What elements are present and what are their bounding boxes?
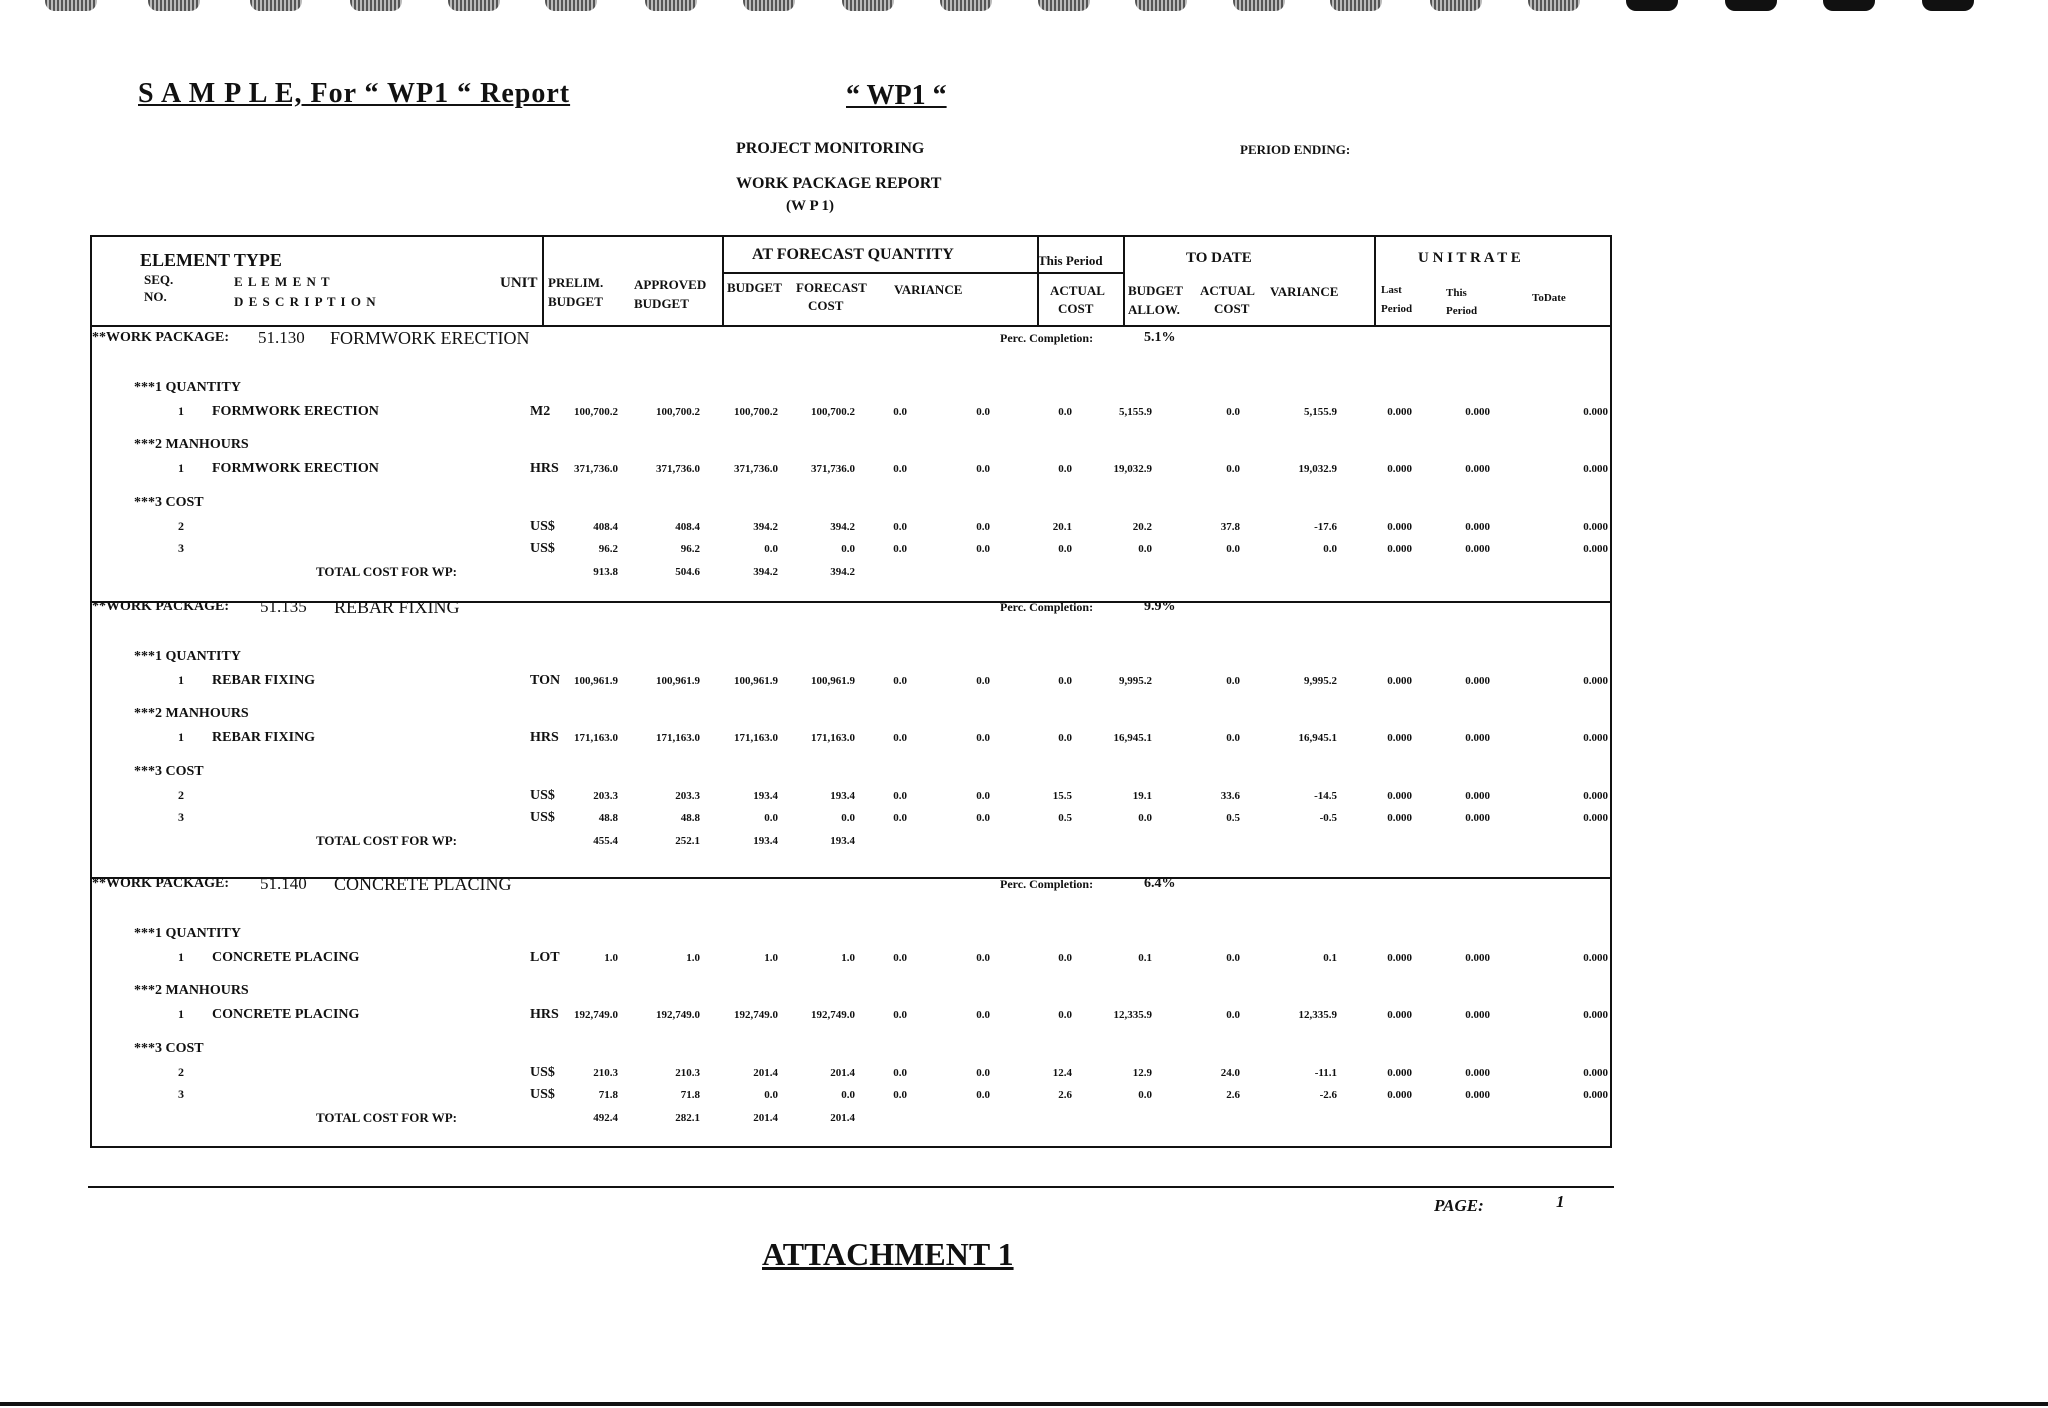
- binding-ring: [148, 0, 200, 11]
- table-cell: 192,749.0: [734, 1009, 778, 1021]
- total-cost-label: TOTAL COST FOR WP:: [316, 1110, 457, 1125]
- table-cell: 0.0: [764, 1089, 778, 1101]
- table-cell: 193.4: [753, 790, 778, 802]
- work-package-code: 51.130: [258, 328, 305, 347]
- binding-ring: [842, 0, 894, 11]
- table-cell: 2.6: [1226, 1089, 1240, 1101]
- row-unit: HRS: [530, 461, 559, 476]
- table-cell: 171,163.0: [811, 732, 855, 744]
- table-cell: 0.0: [1226, 732, 1240, 744]
- table-cell: 408.4: [593, 521, 618, 533]
- total-cost-cell: 492.4: [593, 1112, 618, 1124]
- table-cell: 1.0: [764, 952, 778, 964]
- table-cell: 12.9: [1132, 1067, 1152, 1079]
- binding-ring: [1430, 0, 1482, 11]
- col-approved-budget: BUDGET: [634, 296, 689, 311]
- wp-title: “ WP1 “: [846, 80, 947, 111]
- table-cell: 19.1: [1132, 790, 1152, 802]
- col-cost-todate: COST: [1214, 301, 1250, 316]
- binding-ring: [448, 0, 500, 11]
- table-cell: 0.000: [1387, 675, 1412, 687]
- work-package-code: 51.135: [260, 597, 307, 616]
- table-cell: 100,961.9: [574, 675, 618, 687]
- table-cell: 0.0: [976, 1067, 990, 1079]
- table-cell: 1.0: [604, 952, 618, 964]
- table-cell: 20.2: [1132, 521, 1152, 533]
- column-divider: [1123, 235, 1125, 327]
- table-cell: 1.0: [841, 952, 855, 964]
- col-todate-rate: ToDate: [1532, 292, 1566, 304]
- binding-ring: [250, 0, 302, 11]
- table-cell: 0.0: [1058, 675, 1072, 687]
- table-cell: 19,032.9: [1113, 463, 1152, 475]
- table-cell: 71.8: [680, 1089, 700, 1101]
- table-cell: 0.0: [893, 790, 907, 802]
- element-group-title: ***3 COST: [134, 495, 204, 510]
- table-cell: 0.000: [1387, 1067, 1412, 1079]
- sample-title: S A M P L E, For “ WP1 “ Report: [138, 78, 571, 109]
- table-cell: -2.6: [1319, 1089, 1337, 1101]
- this-period-underline: [1037, 272, 1123, 274]
- table-cell: 0.1: [1323, 952, 1337, 964]
- table-cell: 0.0: [1226, 543, 1240, 555]
- table-cell: 100,700.2: [811, 406, 855, 418]
- table-cell: 201.4: [830, 1067, 855, 1079]
- table-cell: 100,961.9: [734, 675, 778, 687]
- table-cell: 0.0: [893, 543, 907, 555]
- table-cell: 371,736.0: [656, 463, 700, 475]
- table-cell: 0.000: [1465, 521, 1490, 533]
- table-cell: 192,749.0: [811, 1009, 855, 1021]
- total-cost-label: TOTAL COST FOR WP:: [316, 833, 457, 848]
- table-cell: 0.000: [1465, 1067, 1490, 1079]
- work-package-code: 51.140: [260, 874, 307, 893]
- table-cell: 0.5: [1226, 812, 1240, 824]
- element-group-title: ***1 QUANTITY: [134, 926, 241, 941]
- binding-ring: [940, 0, 992, 11]
- table-cell: 0.0: [976, 521, 990, 533]
- work-package-name: CONCRETE PLACING: [334, 874, 512, 894]
- table-cell: 0.000: [1583, 732, 1608, 744]
- table-cell: 0.000: [1387, 1009, 1412, 1021]
- col-element: E L E M E N T: [234, 274, 331, 289]
- table-cell: 0.0: [1058, 463, 1072, 475]
- column-divider: [722, 235, 724, 327]
- package-separator: [90, 601, 1612, 603]
- period-ending-label: PERIOD ENDING:: [1240, 142, 1351, 157]
- table-cell: 0.000: [1583, 1067, 1608, 1079]
- col-unit-rate: U N I T R A T E: [1418, 250, 1521, 266]
- table-cell: 394.2: [830, 521, 855, 533]
- column-divider: [1037, 235, 1039, 327]
- col-prelim-budget: BUDGET: [548, 294, 603, 309]
- table-cell: 0.0: [1323, 543, 1337, 555]
- row-seq: 1: [178, 404, 184, 418]
- table-cell: 0.0: [976, 543, 990, 555]
- table-cell: 0.0: [1138, 812, 1152, 824]
- table-cell: 0.0: [976, 790, 990, 802]
- binding-ring: [1233, 0, 1285, 11]
- row-seq: 3: [178, 541, 184, 555]
- table-cell: 210.3: [675, 1067, 700, 1079]
- table-cell: 0.0: [893, 812, 907, 824]
- row-seq: 1: [178, 461, 184, 475]
- col-seq: SEQ.: [144, 272, 174, 287]
- work-package-label: **WORK PACKAGE:: [92, 876, 230, 891]
- table-cell: 0.0: [1226, 1009, 1240, 1021]
- row-seq: 1: [178, 1007, 184, 1021]
- table-cell: 408.4: [675, 521, 700, 533]
- row-seq: 1: [178, 730, 184, 744]
- row-unit: LOT: [530, 950, 560, 965]
- table-cell: 203.3: [593, 790, 618, 802]
- table-cell: 0.000: [1387, 952, 1412, 964]
- row-unit: HRS: [530, 1007, 559, 1022]
- table-cell: 20.1: [1052, 521, 1072, 533]
- table-cell: 0.000: [1583, 521, 1608, 533]
- table-cell: 0.0: [1138, 543, 1152, 555]
- table-cell: 0.0: [1226, 406, 1240, 418]
- row-description: FORMWORK ERECTION: [212, 404, 379, 419]
- table-cell: 0.000: [1387, 732, 1412, 744]
- table-cell: 15.5: [1052, 790, 1072, 802]
- row-unit: US$: [530, 519, 555, 534]
- table-cell: 0.000: [1387, 406, 1412, 418]
- binding-ring: [1626, 0, 1678, 11]
- total-cost-cell: 913.8: [593, 566, 618, 578]
- total-cost-cell: 394.2: [753, 566, 778, 578]
- page-number: 1: [1556, 1192, 1565, 1211]
- total-cost-cell: 201.4: [830, 1112, 855, 1124]
- row-seq: 3: [178, 1087, 184, 1101]
- table-cell: 0.0: [976, 1089, 990, 1101]
- row-description: REBAR FIXING: [212, 673, 316, 688]
- table-cell: 0.000: [1387, 521, 1412, 533]
- table-cell: 9,995.2: [1119, 675, 1152, 687]
- col-last: Last: [1381, 284, 1402, 296]
- table-cell: 37.8: [1220, 521, 1240, 533]
- col-forecast: FORECAST: [796, 280, 867, 295]
- total-cost-cell: 455.4: [593, 835, 618, 847]
- col-this-period: This Period: [1038, 253, 1103, 268]
- table-cell: 0.0: [841, 1089, 855, 1101]
- element-group-title: ***1 QUANTITY: [134, 649, 241, 664]
- completion-value: 6.4%: [1144, 876, 1176, 891]
- table-cell: 0.000: [1387, 812, 1412, 824]
- element-group-title: ***2 MANHOURS: [134, 706, 249, 721]
- scan-edge: [0, 1402, 2048, 1406]
- report-name: WORK PACKAGE REPORT: [736, 175, 942, 192]
- work-package-label: **WORK PACKAGE:: [92, 330, 230, 345]
- table-cell: 100,961.9: [811, 675, 855, 687]
- table-cell: 0.0: [976, 732, 990, 744]
- table-cell: 0.000: [1583, 1009, 1608, 1021]
- col-forecast-cost: COST: [808, 298, 844, 313]
- table-cell: 0.000: [1465, 812, 1490, 824]
- table-cell: 192,749.0: [656, 1009, 700, 1021]
- table-cell: -11.1: [1314, 1067, 1337, 1079]
- table-cell: 96.2: [598, 543, 618, 555]
- table-cell: 0.0: [976, 952, 990, 964]
- project-monitoring-label: PROJECT MONITORING: [736, 140, 925, 157]
- row-unit: US$: [530, 541, 555, 556]
- element-group-title: ***3 COST: [134, 764, 204, 779]
- table-cell: 0.0: [764, 543, 778, 555]
- table-cell: -17.6: [1314, 521, 1337, 533]
- table-cell: 1.0: [686, 952, 700, 964]
- table-cell: 0.0: [1058, 543, 1072, 555]
- table-cell: 0.0: [841, 812, 855, 824]
- binding-ring: [1725, 0, 1777, 11]
- table-cell: 12.4: [1052, 1067, 1072, 1079]
- package-separator: [90, 877, 1612, 879]
- col-prelim: PRELIM.: [548, 275, 604, 290]
- row-seq: 2: [178, 519, 184, 533]
- table-cell: 0.1: [1138, 952, 1152, 964]
- table-cell: 0.000: [1465, 952, 1490, 964]
- completion-value: 5.1%: [1144, 330, 1176, 345]
- total-cost-cell: 193.4: [753, 835, 778, 847]
- table-cell: 0.000: [1583, 812, 1608, 824]
- binding-ring: [45, 0, 97, 11]
- table-cell: 48.8: [680, 812, 700, 824]
- table-cell: 0.000: [1387, 463, 1412, 475]
- col-approved: APPROVED: [634, 277, 707, 292]
- element-group-title: ***2 MANHOURS: [134, 983, 249, 998]
- table-cell: 0.000: [1465, 543, 1490, 555]
- table-cell: 0.000: [1583, 952, 1608, 964]
- table-cell: 203.3: [675, 790, 700, 802]
- table-cell: 0.0: [1058, 406, 1072, 418]
- table-cell: 0.000: [1583, 790, 1608, 802]
- table-cell: 0.000: [1465, 1009, 1490, 1021]
- table-cell: 0.0: [1226, 675, 1240, 687]
- table-cell: 0.0: [893, 406, 907, 418]
- table-cell: 201.4: [753, 1067, 778, 1079]
- table-cell: 371,736.0: [811, 463, 855, 475]
- binding-ring: [1135, 0, 1187, 11]
- footer-rule: [88, 1186, 1614, 1188]
- row-unit: HRS: [530, 730, 559, 745]
- table-cell: 96.2: [680, 543, 700, 555]
- row-unit: US$: [530, 1087, 555, 1102]
- col-budget-allow: BUDGET: [1128, 283, 1183, 298]
- table-cell: 48.8: [598, 812, 618, 824]
- binding-ring: [1038, 0, 1090, 11]
- table-cell: 0.0: [1058, 952, 1072, 964]
- table-cell: 24.0: [1220, 1067, 1240, 1079]
- col-element-type: ELEMENT TYPE: [140, 250, 282, 270]
- table-cell: 0.5: [1058, 812, 1072, 824]
- table-cell: -0.5: [1319, 812, 1337, 824]
- table-cell: 33.6: [1220, 790, 1240, 802]
- table-cell: 100,700.2: [574, 406, 618, 418]
- row-unit: US$: [530, 1065, 555, 1080]
- row-seq: 1: [178, 673, 184, 687]
- column-divider: [542, 235, 544, 327]
- table-cell: 171,163.0: [656, 732, 700, 744]
- table-cell: 0.0: [893, 1067, 907, 1079]
- table-cell: 371,736.0: [574, 463, 618, 475]
- table-cell: 0.000: [1387, 790, 1412, 802]
- table-cell: 0.000: [1583, 1089, 1608, 1101]
- work-package-label: **WORK PACKAGE:: [92, 599, 230, 614]
- col-last-period: Period: [1381, 303, 1413, 315]
- table-cell: 100,700.2: [734, 406, 778, 418]
- work-package-name: REBAR FIXING: [334, 597, 460, 617]
- table-cell: 0.0: [841, 543, 855, 555]
- row-seq: 3: [178, 810, 184, 824]
- row-seq: 1: [178, 950, 184, 964]
- col-actual-todate: ACTUAL: [1200, 283, 1255, 298]
- row-description: REBAR FIXING: [212, 730, 316, 745]
- row-unit: US$: [530, 810, 555, 825]
- table-cell: 0.0: [1058, 732, 1072, 744]
- table-cell: 0.0: [893, 463, 907, 475]
- table-cell: 100,700.2: [656, 406, 700, 418]
- attachment-title: ATTACHMENT 1: [762, 1236, 1014, 1272]
- col-this-period-rate: Period: [1446, 305, 1478, 317]
- table-cell: 371,736.0: [734, 463, 778, 475]
- col-allow: ALLOW.: [1128, 302, 1180, 317]
- table-cell: 0.000: [1583, 406, 1608, 418]
- col-variance-todate: VARIANCE: [1270, 284, 1339, 299]
- table-cell: 16,945.1: [1298, 732, 1337, 744]
- table-cell: 0.000: [1387, 543, 1412, 555]
- total-cost-cell: 252.1: [675, 835, 700, 847]
- table-cell: 0.000: [1465, 406, 1490, 418]
- table-cell: 394.2: [753, 521, 778, 533]
- row-description: CONCRETE PLACING: [212, 1007, 360, 1022]
- table-cell: 5,155.9: [1304, 406, 1337, 418]
- table-cell: 193.4: [830, 790, 855, 802]
- work-package-name: FORMWORK ERECTION: [330, 328, 530, 348]
- col-no: NO.: [144, 289, 167, 304]
- table-cell: 0.0: [1226, 952, 1240, 964]
- table-cell: 0.0: [893, 952, 907, 964]
- completion-label: Perc. Completion:: [1000, 331, 1094, 345]
- table-cell: 0.000: [1465, 463, 1490, 475]
- table-cell: 100,961.9: [656, 675, 700, 687]
- table-cell: 0.0: [893, 732, 907, 744]
- report-code: (W P 1): [786, 198, 835, 214]
- col-unit: UNIT: [500, 275, 538, 291]
- table-cell: 0.0: [893, 1009, 907, 1021]
- table-cell: 5,155.9: [1119, 406, 1152, 418]
- table-cell: -14.5: [1314, 790, 1337, 802]
- table-cell: 71.8: [598, 1089, 618, 1101]
- completion-label: Perc. Completion:: [1000, 600, 1094, 614]
- binding-ring: [1330, 0, 1382, 11]
- col-this: This: [1446, 287, 1467, 299]
- table-cell: 0.000: [1583, 463, 1608, 475]
- total-cost-cell: 282.1: [675, 1112, 700, 1124]
- col-to-date: TO DATE: [1186, 250, 1252, 266]
- total-cost-cell: 201.4: [753, 1112, 778, 1124]
- page-label: PAGE:: [1434, 1196, 1484, 1215]
- table-cell: 2.6: [1058, 1089, 1072, 1101]
- col-variance: VARIANCE: [894, 282, 963, 297]
- col-at-forecast-quantity: AT FORECAST QUANTITY: [752, 246, 954, 263]
- col-description: D E S C R I P T I O N: [234, 294, 377, 309]
- completion-value: 9.9%: [1144, 599, 1176, 614]
- table-cell: 0.000: [1583, 543, 1608, 555]
- row-unit: US$: [530, 788, 555, 803]
- group-underline: [722, 272, 1037, 274]
- total-cost-cell: 504.6: [675, 566, 700, 578]
- table-cell: 0.0: [1058, 1009, 1072, 1021]
- table-cell: 0.0: [893, 1089, 907, 1101]
- total-cost-cell: 394.2: [830, 566, 855, 578]
- table-cell: 0.000: [1465, 790, 1490, 802]
- col-actual: ACTUAL: [1050, 283, 1105, 298]
- table-cell: 0.000: [1465, 675, 1490, 687]
- table-cell: 0.0: [893, 675, 907, 687]
- table-cell: 9,995.2: [1304, 675, 1337, 687]
- row-seq: 2: [178, 788, 184, 802]
- row-description: FORMWORK ERECTION: [212, 461, 379, 476]
- table-cell: 0.0: [1138, 1089, 1152, 1101]
- binding-ring: [545, 0, 597, 11]
- table-cell: 0.000: [1465, 732, 1490, 744]
- header-bottom-rule: [90, 325, 1612, 327]
- table-cell: 0.0: [764, 812, 778, 824]
- table-cell: 19,032.9: [1298, 463, 1337, 475]
- table-cell: 12,335.9: [1298, 1009, 1337, 1021]
- col-actual-cost: COST: [1058, 301, 1094, 316]
- element-group-title: ***1 QUANTITY: [134, 380, 241, 395]
- table-cell: 192,749.0: [574, 1009, 618, 1021]
- table-cell: 171,163.0: [574, 732, 618, 744]
- table-cell: 0.000: [1583, 675, 1608, 687]
- table-cell: 0.0: [976, 463, 990, 475]
- binding-ring: [743, 0, 795, 11]
- table-cell: 0.000: [1387, 1089, 1412, 1101]
- row-seq: 2: [178, 1065, 184, 1079]
- table-cell: 16,945.1: [1113, 732, 1152, 744]
- table-cell: 0.0: [976, 406, 990, 418]
- row-unit: TON: [530, 673, 561, 688]
- table-cell: 0.000: [1465, 1089, 1490, 1101]
- table-cell: 0.0: [1226, 463, 1240, 475]
- binding-edge: [0, 0, 2048, 14]
- table-cell: 0.0: [976, 1009, 990, 1021]
- column-divider: [1374, 235, 1376, 327]
- table-cell: 12,335.9: [1113, 1009, 1152, 1021]
- total-cost-cell: 193.4: [830, 835, 855, 847]
- total-cost-label: TOTAL COST FOR WP:: [316, 564, 457, 579]
- table-cell: 0.0: [893, 521, 907, 533]
- completion-label: Perc. Completion:: [1000, 877, 1094, 891]
- table-cell: 0.0: [976, 675, 990, 687]
- row-description: CONCRETE PLACING: [212, 950, 360, 965]
- binding-ring: [1922, 0, 1974, 11]
- binding-ring: [1528, 0, 1580, 11]
- binding-ring: [1823, 0, 1875, 11]
- col-budget: BUDGET: [727, 280, 782, 295]
- table-cell: 0.0: [976, 812, 990, 824]
- table-cell: 210.3: [593, 1067, 618, 1079]
- row-unit: M2: [530, 404, 551, 419]
- binding-ring: [645, 0, 697, 11]
- element-group-title: ***2 MANHOURS: [134, 437, 249, 452]
- element-group-title: ***3 COST: [134, 1041, 204, 1056]
- binding-ring: [350, 0, 402, 11]
- table-cell: 171,163.0: [734, 732, 778, 744]
